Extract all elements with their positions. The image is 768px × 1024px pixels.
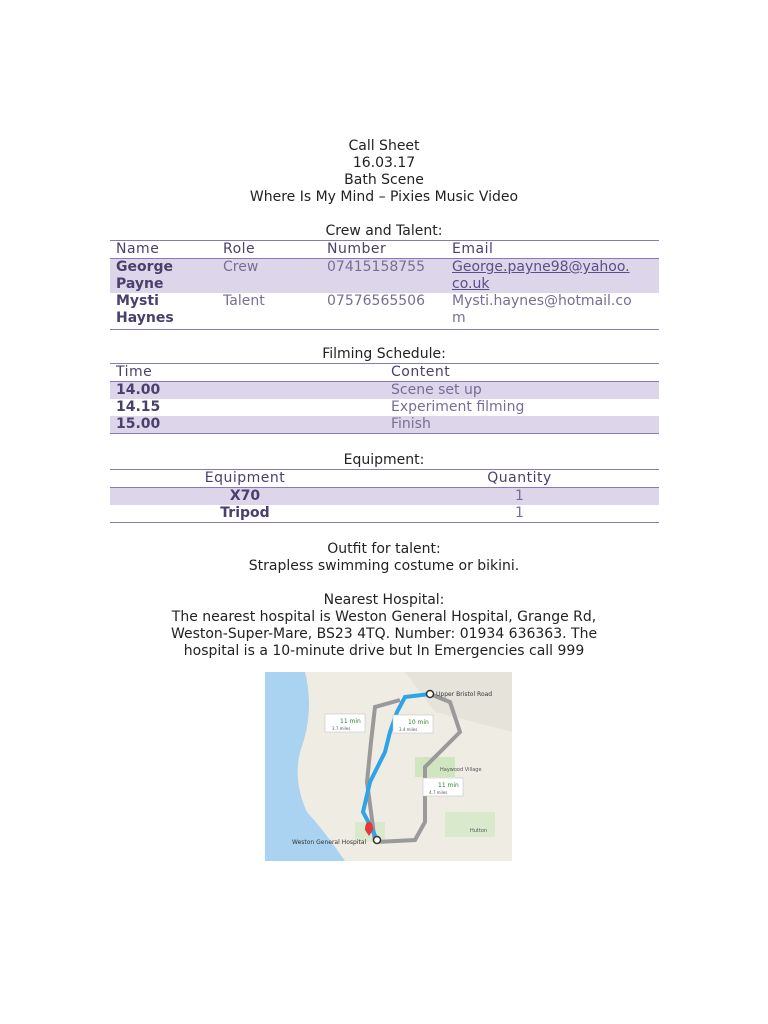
equipment-item: Tripod	[220, 505, 270, 521]
schedule-heading: Filming Schedule:	[322, 346, 446, 362]
outfit-heading: Outfit for talent:	[327, 541, 441, 557]
col-time: Time	[116, 364, 153, 380]
crew-role: Talent	[223, 293, 265, 309]
name-first: George	[116, 259, 174, 275]
crew-email	[446, 293, 659, 330]
table-row	[110, 399, 659, 416]
schedule-header-row	[110, 364, 659, 382]
schedule-content: Experiment filming	[391, 399, 525, 415]
svg-text:11 min: 11 min	[438, 782, 459, 789]
equipment-table	[110, 469, 659, 523]
map-start-label: Upper Bristol Road	[436, 691, 493, 698]
crew-email	[446, 259, 659, 294]
crew-table	[110, 240, 659, 330]
outfit-text: Strapless swimming costume or bikini.	[248, 558, 520, 574]
doc-scene: Bath Scene	[344, 172, 424, 188]
route3-callout	[423, 778, 463, 796]
table-row	[110, 293, 659, 330]
svg-text:3.7 miles: 3.7 miles	[332, 726, 351, 731]
doc-date: 16.03.17	[352, 155, 416, 171]
email-text: Mysti.haynes@hotmail.co	[452, 293, 632, 309]
col-role: Role	[223, 241, 256, 257]
equipment-header-row	[110, 470, 659, 488]
name-last: Haynes	[116, 310, 174, 326]
name-first: Mysti	[116, 293, 159, 309]
email-link[interactable]: George.payne98@yahoo. co.uk	[452, 259, 630, 292]
start-marker	[427, 691, 434, 698]
crew-header-row	[110, 241, 659, 259]
end-marker	[374, 837, 381, 844]
equipment-qty: 1	[515, 488, 524, 504]
route-map	[265, 672, 512, 861]
schedule-content: Finish	[391, 416, 431, 432]
crew-role: Crew	[223, 259, 259, 275]
doc-title: Call Sheet	[348, 138, 420, 154]
schedule-content: Scene set up	[391, 382, 482, 398]
crew-heading: Crew and Talent:	[325, 223, 443, 239]
col-equipment: Equipment	[204, 470, 286, 486]
schedule-table	[110, 363, 659, 434]
route1-callout	[325, 714, 365, 732]
svg-text:3.4 miles: 3.4 miles	[399, 727, 418, 732]
col-number: Number	[327, 241, 387, 257]
crew-name	[110, 259, 217, 294]
svg-text:10 min: 10 min	[408, 719, 429, 726]
map-end-label: Weston General Hospital	[292, 839, 367, 846]
schedule-time: 15.00	[116, 416, 161, 432]
crew-number: 07415158755	[327, 259, 425, 275]
col-content: Content	[391, 364, 451, 380]
col-email: Email	[452, 241, 494, 257]
col-name: Name	[116, 241, 160, 257]
hospital-line: Weston-Super-Mare, BS23 4TQ. Number: 01934 636363. The	[170, 626, 598, 642]
equipment-qty: 1	[515, 505, 524, 521]
table-row	[110, 488, 659, 506]
map-village-label: Haywood Village	[440, 767, 482, 773]
hospital-line: hospital is a 10-minute drive but In Emergencies call 999	[183, 643, 585, 659]
table-row	[110, 416, 659, 434]
table-row	[110, 382, 659, 400]
hospital-heading: Nearest Hospital:	[323, 592, 445, 608]
col-quantity: Quantity	[487, 470, 552, 486]
table-row	[110, 505, 659, 523]
hospital-line: The nearest hospital is Weston General Hospital, Grange Rd,	[171, 609, 597, 625]
schedule-time: 14.15	[116, 399, 161, 415]
table-row	[110, 259, 659, 294]
crew-number: 07576565506	[327, 293, 425, 309]
equipment-item: X70	[229, 488, 261, 504]
map-hutton-label: Hutton	[470, 828, 488, 834]
crew-name	[110, 293, 217, 330]
route-map-svg	[265, 672, 512, 861]
schedule-time: 14.00	[116, 382, 161, 398]
route2-callout	[393, 715, 433, 733]
equipment-heading: Equipment:	[343, 452, 425, 468]
svg-text:4.7 miles: 4.7 miles	[429, 790, 448, 795]
name-last: Payne	[116, 276, 164, 292]
svg-text:11 min: 11 min	[340, 718, 361, 725]
email-text: m	[452, 310, 466, 326]
doc-project: Where Is My Mind – Pixies Music Video	[249, 189, 519, 205]
